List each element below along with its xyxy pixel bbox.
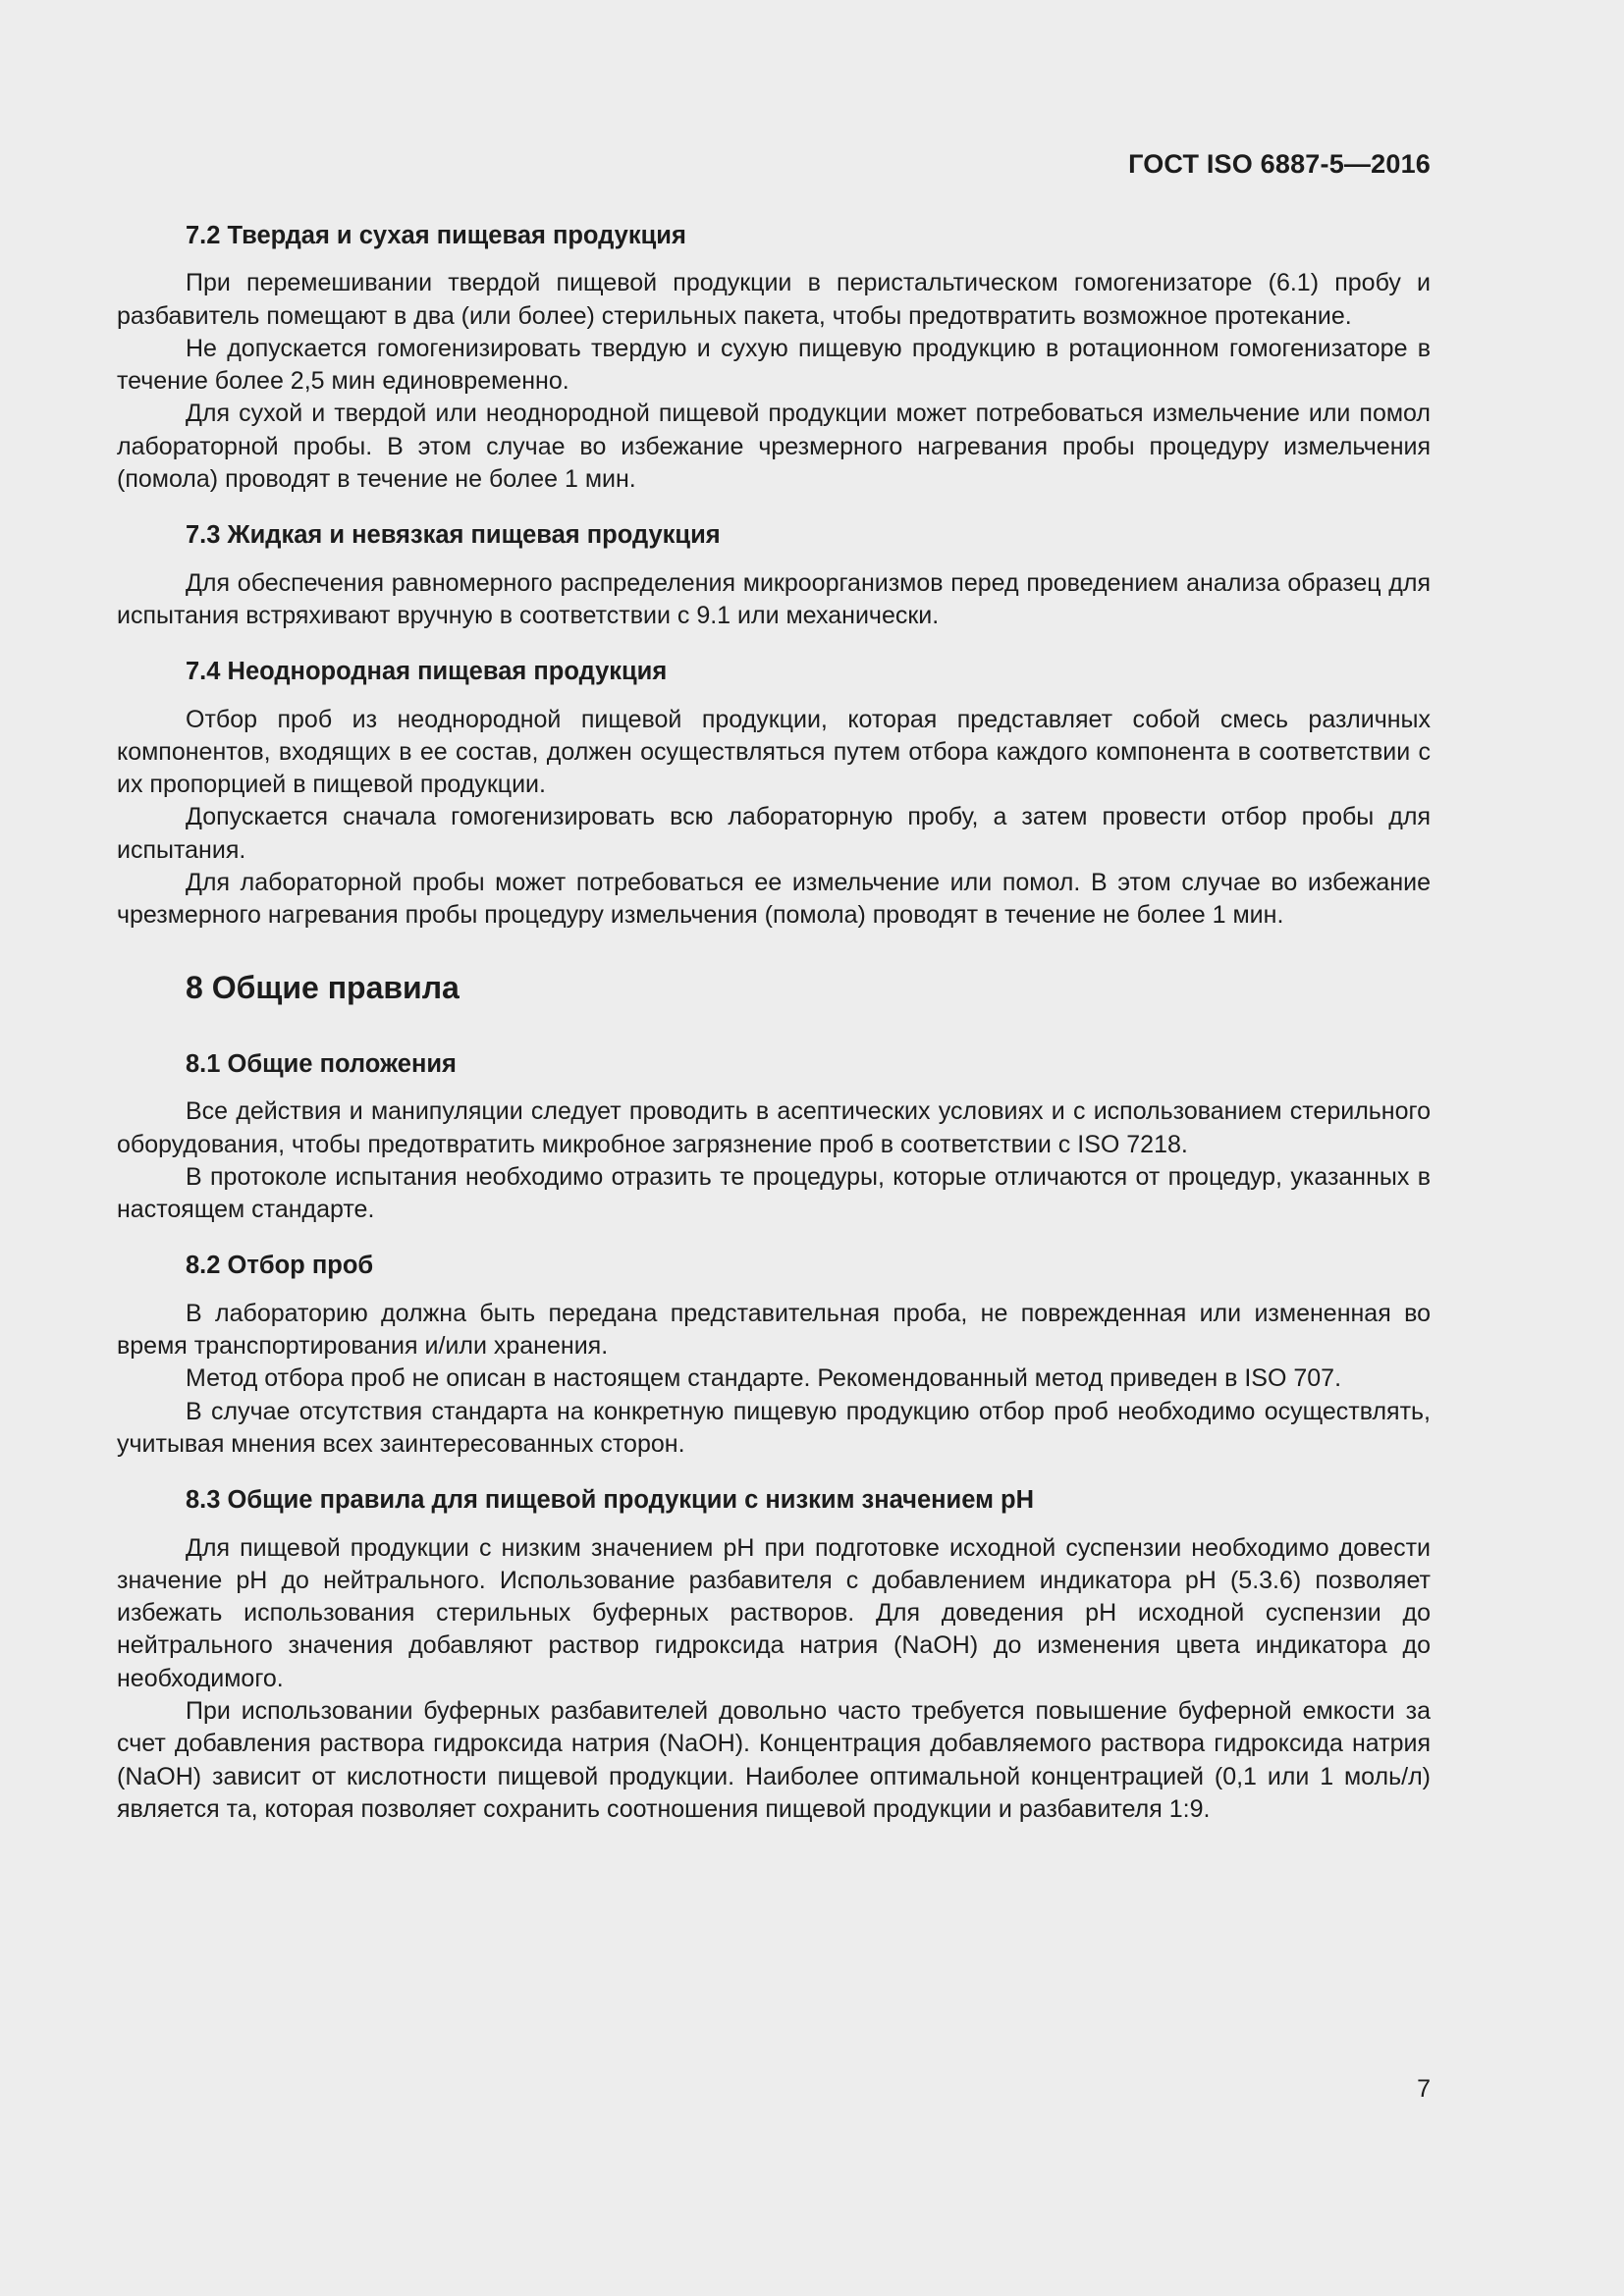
section-7-4 — [117, 656, 1431, 932]
section-heading: 7.3 Жидкая и невязкая пищевая продукция — [186, 521, 721, 550]
paragraph: При использовании буферных разбавителей довольно часто требуется повышение буферной емкости за счет добавления раствора гидроксида натрия (NaOH). Концентрация добавляемого раствора гидроксида натрия (NaOH) зависит от кислотности пищевой продукции. Наиболее оптимальной концентрацией (0,1 или 1 моль/л) является та, которая позволяет сохранить соотношения пищевой продукции и разбавителя 1:9. — [117, 1696, 1431, 1823]
paragraph: В лабораторию должна быть передана представительная проба, не поврежденная или измененная во время транспортирования и/или хранения. — [117, 1299, 1431, 1361]
section-7-2 — [117, 220, 1431, 496]
section-8-2 — [117, 1250, 1431, 1461]
paragraph: В протоколе испытания необходимо отразить те процедуры, которые отличаются от процедур, указанных в настоящем стандарте. — [117, 1162, 1431, 1224]
section-8-3 — [117, 1484, 1431, 1826]
section-heading: 8.2 Отбор проб — [186, 1252, 374, 1280]
paragraph: Отбор проб из неоднородной пищевой продукции, которая представляет собой смесь различных компонентов, входящих в ее состав, должен осуществляться путем отбора каждого компонента в соответствии с их пропорцией в пищевой продукции. — [117, 705, 1431, 799]
chapter-heading: 8 Общие правила — [186, 969, 460, 1005]
section-8-1 — [117, 1048, 1431, 1226]
page-number: 7 — [1417, 2075, 1431, 2103]
paragraph: Для лабораторной пробы может потребоваться ее измельчение или помол. В этом случае во избежание чрезмерного нагревания пробы процедуру измельчения (помола) проводят в течение не более 1 мин. — [117, 869, 1431, 930]
paragraph: Все действия и манипуляции следует проводить в асептических условиях и с использованием стерильного оборудования, чтобы предотвратить микробное загрязнение проб в соответствии с ISO 7218. — [117, 1097, 1431, 1158]
document-body — [117, 220, 1431, 1849]
section-heading: 8.3 Общие правила для пищевой продукции с низким значением pH — [186, 1486, 1035, 1515]
paragraph: В случае отсутствия стандарта на конкретную пищевую продукцию отбор проб необходимо осуществлять, учитывая мнения всех заинтересованных сторон. — [117, 1397, 1431, 1458]
paragraph: Для обеспечения равномерного распределения микроорганизмов перед проведением анализа образец для испытания встряхивают вручную в соответствии с 9.1 или механически. — [117, 568, 1431, 629]
section-7-3 — [117, 519, 1431, 632]
section-heading: 7.2 Твердая и сухая пищевая продукция — [186, 222, 686, 249]
paragraph: При перемешивании твердой пищевой продукции в перистальтическом гомогенизаторе (6.1) пробу и разбавитель помещают в два (или более) стерильных пакета, чтобы предотвратить возможное протекание. — [117, 269, 1431, 330]
paragraph: Для сухой и твердой или неоднородной пищевой продукции может потребоваться измельчение или помол лабораторной пробы. В этом случае во избежание чрезмерного нагревания пробы процедуру измельчения (помола) проводят в течение не более 1 мин. — [117, 400, 1431, 494]
paragraph: Метод отбора проб не описан в настоящем стандарте. Рекомендованный метод приведен в ISO 707. — [186, 1364, 1342, 1393]
section-heading: 7.4 Неоднородная пищевая продукция — [186, 658, 668, 686]
paragraph: Не допускается гомогенизировать твердую и сухую пищевую продукцию в ротационном гомогенизаторе в течение более 2,5 мин единовременно. — [117, 334, 1431, 396]
section-heading: 8.1 Общие положения — [186, 1049, 457, 1078]
document-header: ГОСТ ISO 6887-5—2016 — [1128, 149, 1431, 179]
paragraph: Для пищевой продукции с низким значением pH при подготовке исходной суспензии необходимо довести значение pH до нейтрального. Использование разбавителя с добавлением индикатора pH (5.3.6) позволяет избежать использования стерильных буферных растворов. Для доведения pH исходной суспензии до нейтрального значения добавляют раствор гидроксида натрия (NaOH) до изменения цвета индикатора до необходимого. — [117, 1533, 1431, 1692]
paragraph: Допускается сначала гомогенизировать всю лабораторную пробу, а затем провести отбор пробы для испытания. — [117, 803, 1431, 864]
